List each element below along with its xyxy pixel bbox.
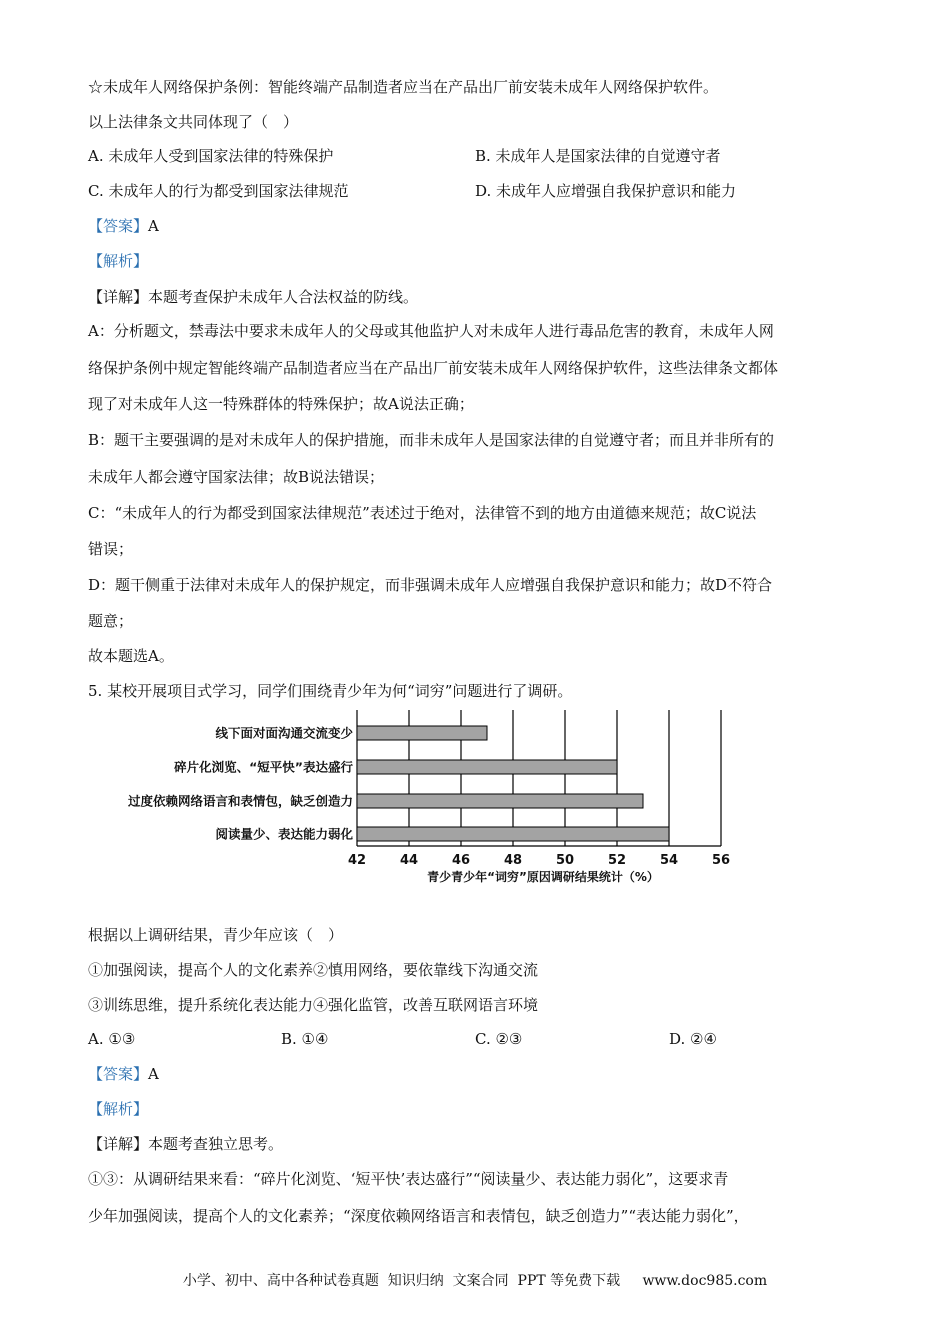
x-tick-label: 42	[347, 853, 367, 868]
q4-option-b: B. 未成年人是国家法律的自觉遵守者	[475, 147, 721, 165]
bar	[357, 726, 487, 740]
bar	[357, 827, 669, 841]
x-tick-label: 54	[659, 853, 679, 868]
survey-bar-chart	[88, 706, 748, 886]
q5-detail-line	[88, 1134, 283, 1154]
answer-tag: 【答案】	[88, 1065, 149, 1083]
q4-detail-line	[88, 287, 418, 307]
q4-answer-line	[88, 216, 159, 236]
bar	[357, 760, 617, 774]
page-footer: 小学、初中、高中各种试卷真题 知识归纳 文案合同 PPT 等免费下载 www.doc985.com	[182, 1273, 768, 1289]
q5-analysis-tag: 【解析】	[88, 1100, 149, 1118]
x-axis-label: 青少青少年“词穷”原因调研结果统计（%）	[427, 870, 659, 884]
q4-explain-line: C：“未成年人的行为都受到国家法律规范”表述过于绝对，法律管不到的地方由道德来规范；故C说法	[88, 504, 757, 522]
q4-explain-line: 未成年人都会遵守国家法律；故B说法错误；	[88, 468, 385, 486]
x-tick-label: 46	[451, 853, 471, 868]
bar	[357, 794, 643, 808]
category-label: 过度依赖网络语言和表情包，缺乏创造力	[127, 793, 353, 809]
q5-option-a: A. ①③	[88, 1030, 136, 1048]
q4-option-a: A. 未成年人受到国家法律的特殊保护	[88, 147, 334, 165]
q5-option-d: D. ②④	[669, 1030, 717, 1048]
q4-option-c: C. 未成年人的行为都受到国家法律规范	[88, 182, 349, 200]
q4-explain-line: 题意；	[88, 612, 134, 630]
q5-explain-line: 少年加强阅读，提高个人的文化素养；“深度依赖网络语言和表情包，缺乏创造力”“表达能力弱化”，	[88, 1207, 749, 1225]
q5-option-b: B. ①④	[281, 1030, 329, 1048]
q4-explain-line: D：题干侧重于法律对未成年人的保护规定，而非强调未成年人应增强自我保护意识和能力；故D不符合	[88, 576, 773, 594]
x-tick-label: 50	[555, 853, 575, 868]
q4-explain-line: A：分析题文，禁毒法中要求未成年人的父母或其他监护人对未成年人进行毒品危害的教育，未成年人网	[88, 322, 774, 340]
q4-prompt: 以上法律条文共同体现了（ ）	[88, 113, 299, 131]
answer-tag: 【答案】	[88, 217, 149, 235]
q4-explain-line: B：题干主要强调的是对未成年人的保护措施，而非未成年人是国家法律的自觉遵守者；而且并非所有的	[88, 431, 775, 449]
x-tick-label: 56	[711, 853, 731, 868]
category-label: 线下面对面沟通交流变少	[215, 725, 353, 741]
detail-text: 本题考查保护未成年人合法权益的防线。	[148, 288, 419, 306]
q4-analysis-tag: 【解析】	[88, 252, 149, 270]
q5-prompt: 根据以上调研结果，青少年应该（ ）	[88, 926, 344, 944]
x-tick-label: 48	[503, 853, 523, 868]
q4-explain-line: 现了对未成年人这一特殊群体的特殊保护；故A说法正确；	[88, 395, 474, 413]
q4-conclusion: 故本题选A。	[88, 647, 174, 665]
q5-items-line: ①加强阅读，提高个人的文化素养②慎用网络，要依靠线下沟通交流	[88, 961, 539, 979]
q5-items-line: ③训练思维，提升系统化表达能力④强化监管，改善互联网语言环境	[88, 996, 539, 1014]
answer-value: A	[148, 217, 159, 235]
q5-option-c: C. ②③	[475, 1030, 523, 1048]
answer-value: A	[148, 1065, 159, 1083]
q5-explain-line: ①③：从调研结果来看：“碎片化浏览、‘短平快’表达盛行”“阅读量少、表达能力弱化”，这要求青	[88, 1170, 729, 1188]
detail-tag: 【详解】	[88, 1135, 149, 1153]
q4-explain-line: 络保护条例中规定智能终端产品制造者应当在产品出厂前安装未成年人网络保护软件，这些法律条文都体	[88, 359, 779, 377]
detail-tag: 【详解】	[88, 288, 149, 306]
q4-explain-line: 错误；	[88, 540, 134, 558]
q4-option-d: D. 未成年人应增强自我保护意识和能力	[475, 182, 737, 200]
x-tick-label: 44	[399, 853, 419, 868]
category-label: 碎片化浏览、“短平快”表达盛行	[174, 759, 353, 775]
detail-text: 本题考查独立思考。	[148, 1135, 284, 1153]
q5-stem: 5. 某校开展项目式学习，同学们围绕青少年为何“词穷”问题进行了调研。	[88, 682, 573, 700]
category-label: 阅读量少、表达能力弱化	[215, 826, 353, 842]
q5-answer-line	[88, 1064, 159, 1084]
q4-stem-tail: ☆未成年人网络保护条例：智能终端产品制造者应当在产品出厂前安装未成年人网络保护软件。	[88, 78, 719, 96]
x-tick-label: 52	[607, 853, 627, 868]
